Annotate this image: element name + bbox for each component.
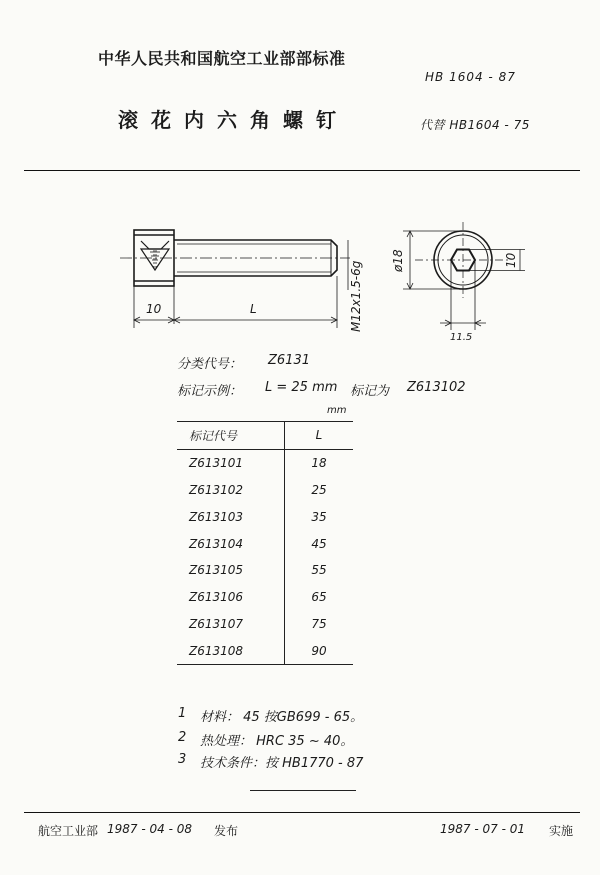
row-length: 18: [311, 456, 327, 471]
table-row: [177, 557, 353, 584]
row-length: 25: [311, 482, 327, 497]
dim-thread: M12x1.5-6g: [349, 260, 363, 332]
dim-hex-width: 11.5: [450, 332, 473, 343]
table-row: [177, 611, 353, 638]
example-value: L = 25 mm: [265, 380, 338, 395]
row-code: Z613101: [177, 449, 285, 476]
dim-hex-depth: 10: [504, 252, 518, 268]
example-mark-value: Z613102: [407, 380, 466, 395]
row-length: 65: [311, 590, 327, 605]
standard-number: HB 1604 - 87: [425, 70, 516, 84]
table-row: [177, 584, 353, 611]
dim-length: L: [250, 302, 257, 316]
document-title: 滚花内六角螺钉: [118, 108, 349, 132]
header-length: L: [285, 422, 354, 450]
table-unit: mm: [327, 405, 347, 416]
classification-label: 分类代号：: [177, 357, 243, 372]
classification-value: Z6131: [268, 353, 310, 368]
row-code: Z613103: [177, 503, 285, 530]
footer-effective-text: 实施: [549, 824, 574, 838]
table-row: [177, 477, 353, 504]
dim-diameter: ø18: [391, 249, 405, 272]
row-length: 35: [311, 509, 327, 524]
note-material: 材料： 45 按GB699 - 65。: [200, 710, 364, 725]
row-length: 90: [285, 637, 354, 664]
row-length: 75: [311, 616, 327, 631]
table-row: [177, 503, 353, 530]
row-length: 55: [311, 563, 327, 578]
row-code: Z613102: [177, 477, 285, 504]
table-header-row: [177, 422, 353, 450]
table-row: [177, 449, 353, 476]
designation-table: [177, 421, 353, 665]
note-number: 1: [178, 706, 187, 721]
note-technical-conditions: 技术条件：按 HB1770 - 87: [200, 756, 364, 771]
footer-issue-date: 1987 - 04 - 08: [107, 822, 192, 836]
footer-divider: [24, 812, 580, 813]
header-code: 标记代号: [177, 422, 285, 450]
footer-issue-text: 发布: [214, 824, 239, 838]
row-length: 45: [311, 536, 327, 551]
row-code: Z613104: [177, 530, 285, 557]
row-code: Z613108: [177, 637, 285, 664]
dim-head-length: 10: [146, 302, 162, 316]
table-row: [177, 637, 353, 664]
replaces-standard: 代替 HB1604 - 75: [420, 118, 530, 132]
note-heat-treatment: 热处理： HRC 35 ~ 40。: [200, 734, 354, 749]
example-label: 标记示例：: [177, 384, 243, 399]
issuing-organization: 中华人民共和国航空工业部部标准: [98, 49, 346, 68]
footer-issuer: 航空工业部: [38, 824, 99, 838]
row-code: Z613107: [177, 611, 285, 638]
table-row: [177, 530, 353, 557]
footer-effective-date: 1987 - 07 - 01: [440, 822, 525, 836]
screw-drawing: [0, 0, 600, 360]
note-number: 3: [178, 752, 187, 767]
notes-divider: [250, 790, 356, 791]
row-code: Z613106: [177, 584, 285, 611]
example-mark-label: 标记为: [350, 384, 390, 399]
note-number: 2: [178, 730, 187, 745]
row-code: Z613105: [177, 557, 285, 584]
